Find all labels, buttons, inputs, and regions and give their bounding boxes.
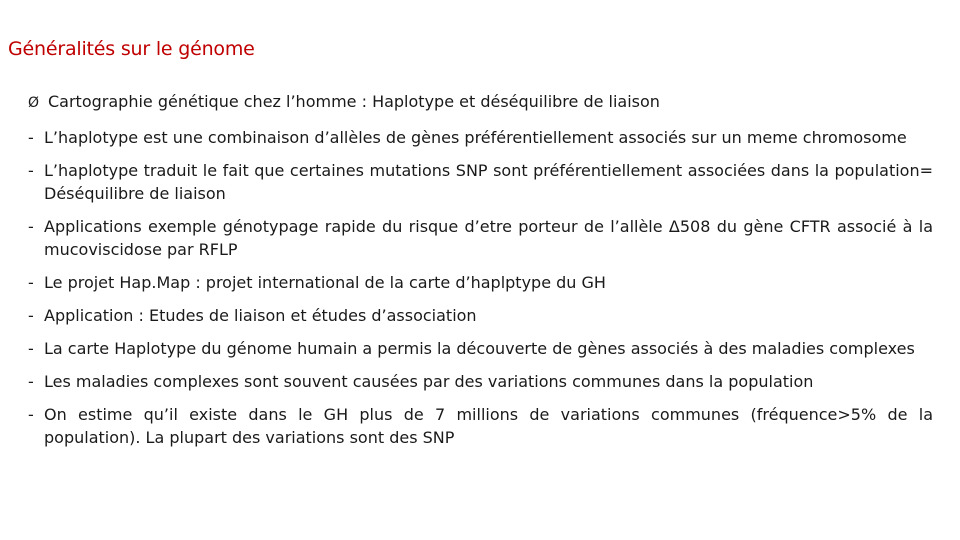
- list-item: [28, 403, 933, 449]
- dash-marker: -: [28, 161, 34, 180]
- list-item: [28, 215, 933, 261]
- dash-marker: -: [28, 128, 34, 147]
- section-heading-text: Cartographie génétique chez l’homme : Haplotype et déséquilibre de liaison: [48, 92, 660, 111]
- list-item-text: Applications exemple génotypage rapide du risque d’etre porteur de l’allèle Δ508 du gène CFTR associé à la mucoviscidose par RFLP: [44, 217, 933, 259]
- bullet-list: [28, 126, 933, 459]
- list-item: [28, 304, 933, 327]
- list-item-text: L’haplotype traduit le fait que certaines mutations SNP sont préférentiellement associées dans la population= Déséquilibre de liaison: [44, 161, 933, 203]
- dash-marker: -: [28, 405, 34, 424]
- arrow-bullet-icon: Ø: [28, 95, 40, 111]
- dash-marker: -: [28, 372, 34, 391]
- list-item: [28, 337, 933, 360]
- list-item-text: L’haplotype est une combinaison d’allèles de gènes préférentiellement associés sur un meme chromosome: [44, 128, 907, 147]
- list-item: [28, 159, 933, 205]
- list-item-text: La carte Haplotype du génome humain a permis la découverte de gènes associés à des maladies complexes: [44, 339, 915, 358]
- list-item-text: On estime qu’il existe dans le GH plus de 7 millions de variations communes (fréquence>5% de la population). La plupart des variations sont des SNP: [44, 405, 933, 447]
- list-item: [28, 370, 933, 393]
- dash-marker: -: [28, 339, 34, 358]
- list-item-text: Le projet Hap.Map : projet international de la carte d’haplptype du GH: [44, 273, 606, 292]
- list-item: [28, 271, 933, 294]
- section-heading: [28, 92, 660, 111]
- dash-marker: -: [28, 217, 34, 236]
- dash-marker: -: [28, 273, 34, 292]
- list-item-text: Les maladies complexes sont souvent causées par des variations communes dans la population: [44, 372, 814, 391]
- slide-title: Généralités sur le génome: [8, 38, 255, 60]
- list-item-text: Application : Etudes de liaison et études d’association: [44, 306, 477, 325]
- dash-marker: -: [28, 306, 34, 325]
- list-item: [28, 126, 933, 149]
